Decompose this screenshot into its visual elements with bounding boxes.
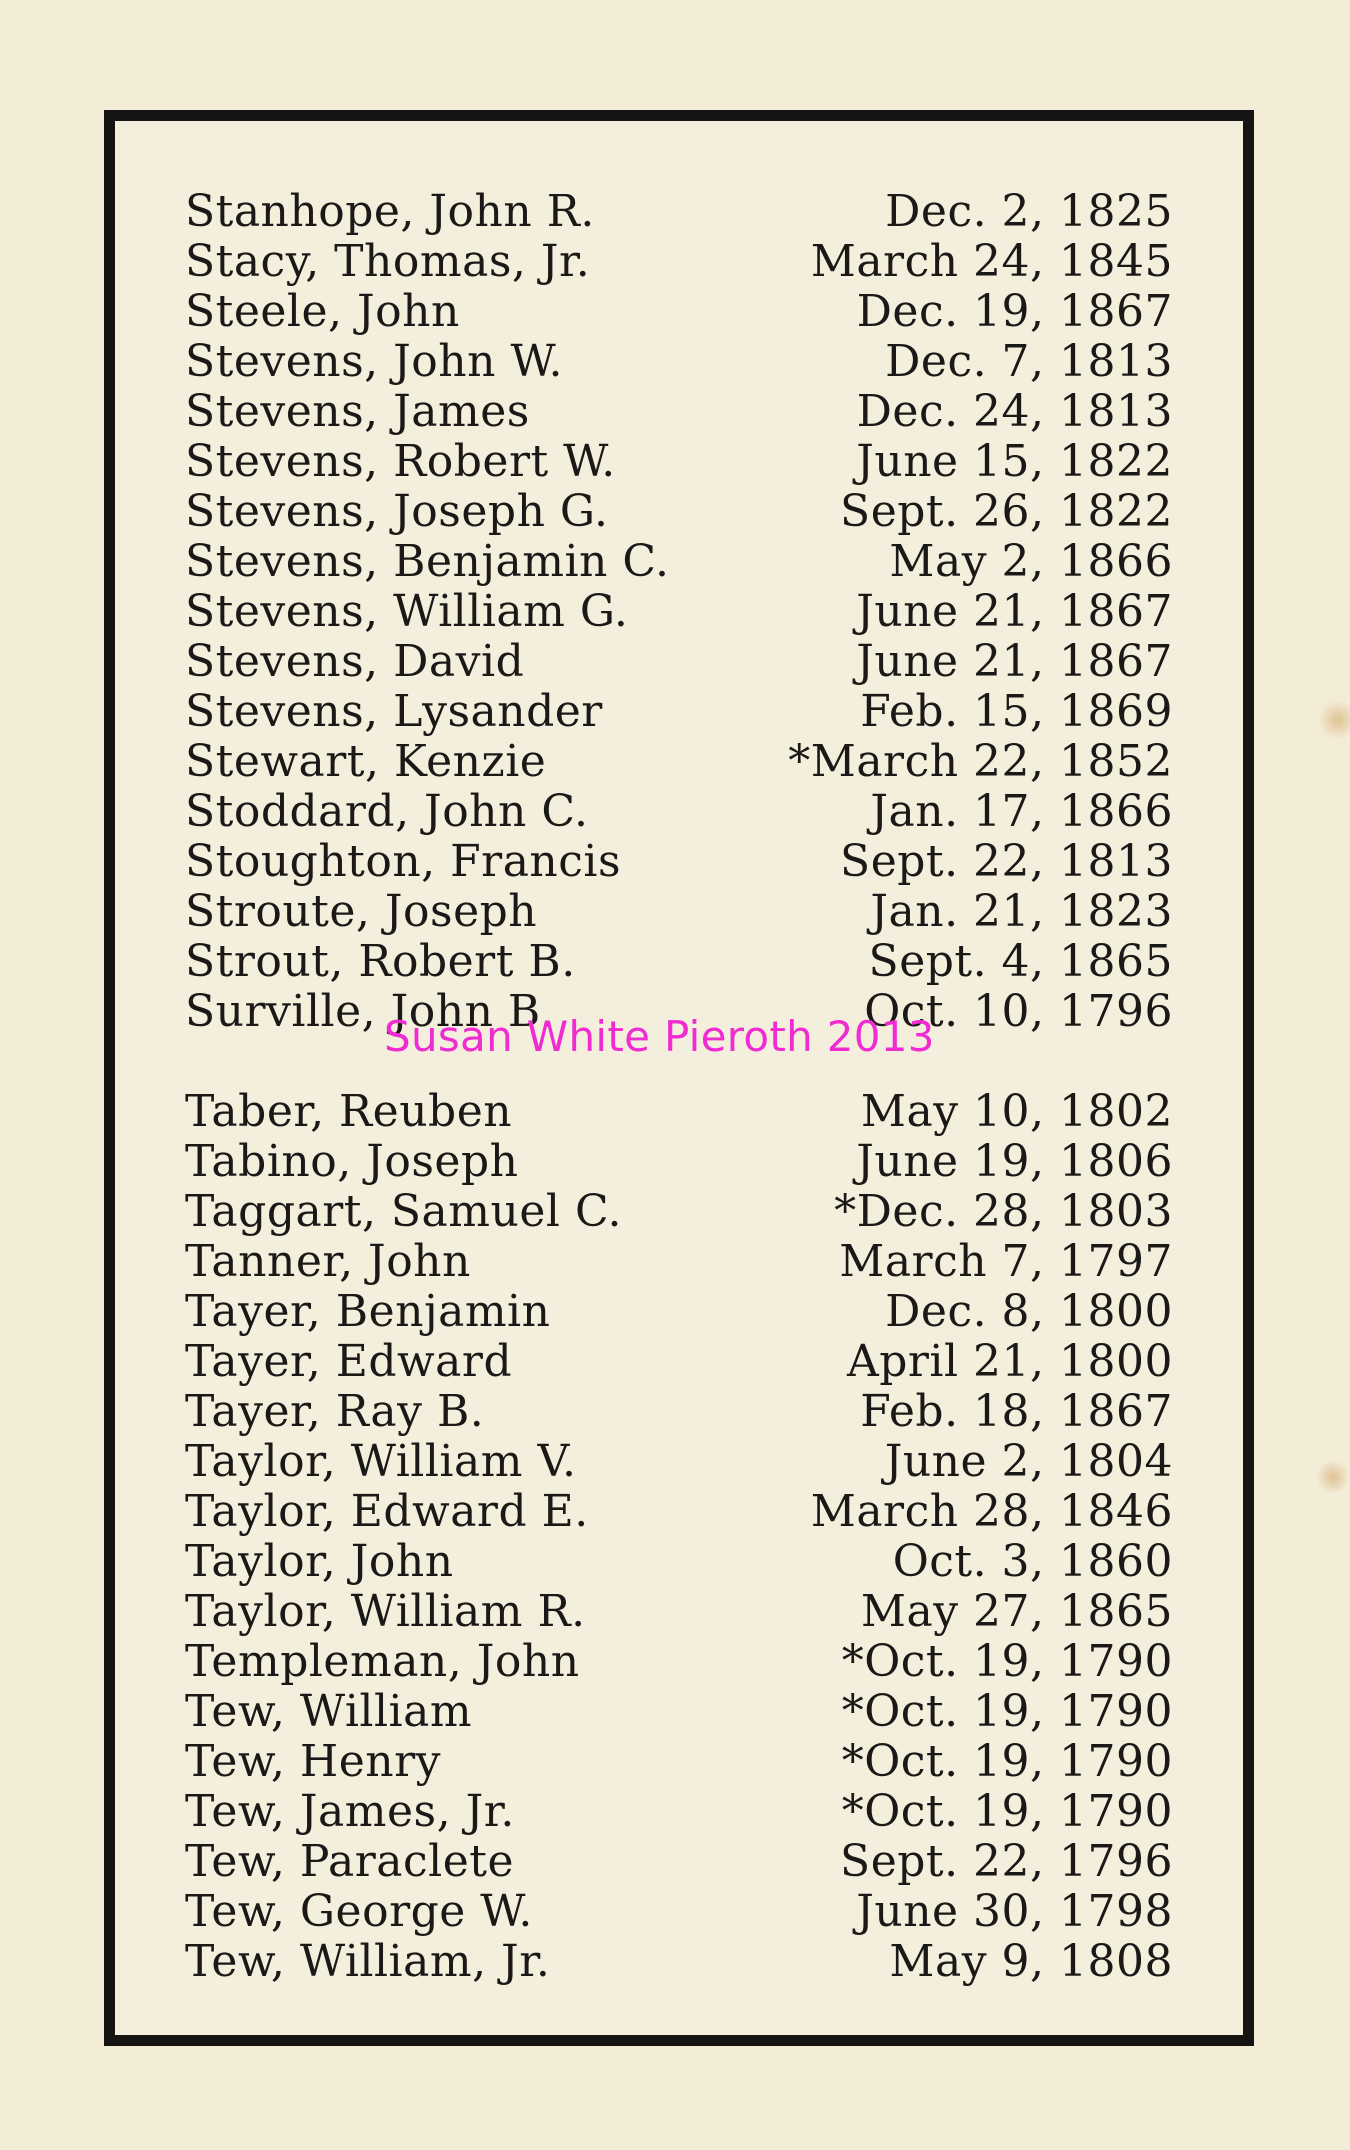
entry-date: May 10, 1802	[860, 1086, 1173, 1137]
entry-name: Stanhope, John R.	[185, 186, 595, 237]
entry-date: Jan. 17, 1866	[870, 786, 1173, 837]
entry-name: Tew, William	[185, 1686, 473, 1737]
section-t	[185, 1087, 1173, 1987]
entry-date: Sept. 26, 1822	[840, 486, 1173, 537]
list-item	[185, 1387, 1173, 1437]
list-item	[185, 1437, 1173, 1487]
list-item	[185, 537, 1173, 587]
entry-date: Sept. 4, 1865	[868, 936, 1173, 987]
entry-date: Sept. 22, 1813	[840, 836, 1173, 887]
list-item	[185, 1837, 1173, 1887]
paper-stain	[1318, 700, 1350, 740]
entry-name: Tew, Paraclete	[185, 1836, 514, 1887]
entry-date: March 28, 1846	[810, 1486, 1173, 1537]
document-border	[104, 110, 1254, 2046]
list-item	[185, 1787, 1173, 1837]
list-item	[185, 1087, 1173, 1137]
entry-date: *Oct. 19, 1790	[841, 1686, 1173, 1737]
entry-date: June 19, 1806	[856, 1136, 1173, 1187]
entry-name: Stewart, Kenzie	[185, 736, 547, 787]
list-item	[185, 237, 1173, 287]
entry-date: *Oct. 19, 1790	[841, 1636, 1173, 1687]
entry-name: Tew, Henry	[185, 1736, 442, 1787]
entry-date: Dec. 2, 1825	[885, 186, 1173, 237]
entry-name: Taylor, Edward E.	[185, 1486, 589, 1537]
entry-name: Surville, John B.	[185, 986, 556, 1037]
entry-name: Taylor, John	[185, 1536, 454, 1587]
entry-date: June 2, 1804	[884, 1436, 1173, 1487]
entry-date: March 7, 1797	[839, 1236, 1173, 1287]
list-item	[185, 1337, 1173, 1387]
entry-name: Taber, Reuben	[185, 1086, 513, 1137]
entry-date: Dec. 24, 1813	[856, 386, 1173, 437]
entry-name: Tanner, John	[185, 1236, 471, 1287]
entry-name: Stevens, Lysander	[185, 686, 603, 737]
list-item	[185, 1287, 1173, 1337]
entry-date: *Oct. 19, 1790	[841, 1736, 1173, 1787]
entry-name: Stevens, Benjamin C.	[185, 536, 670, 587]
entry-name: Steele, John	[185, 286, 460, 337]
entry-date: May 9, 1808	[889, 1936, 1173, 1987]
list-item	[185, 787, 1173, 837]
list-item	[185, 587, 1173, 637]
entry-name: Stevens, David	[185, 636, 525, 687]
entry-date: Oct. 3, 1860	[892, 1536, 1173, 1587]
watermark: Susan White Pieroth 2013	[384, 1012, 935, 1061]
section-s	[185, 187, 1173, 1037]
entry-name: Tew, William, Jr.	[185, 1936, 551, 1987]
entry-date: *Dec. 28, 1803	[834, 1186, 1173, 1237]
entry-name: Strout, Robert B.	[185, 936, 576, 987]
list-item	[185, 1237, 1173, 1287]
entry-date: Feb. 15, 1869	[860, 686, 1173, 737]
entry-name: Stevens, Robert W.	[185, 436, 616, 487]
list-item	[185, 437, 1173, 487]
entry-name: Stacy, Thomas, Jr.	[185, 236, 591, 287]
entry-name: Stevens, William G.	[185, 586, 629, 637]
entry-date: June 30, 1798	[856, 1886, 1173, 1937]
entry-date: Dec. 8, 1800	[885, 1286, 1173, 1337]
list-item	[185, 1737, 1173, 1787]
entry-name: Tew, George W.	[185, 1886, 533, 1937]
entry-name: Templeman, John	[185, 1636, 580, 1687]
entry-name: Stevens, James	[185, 386, 530, 437]
list-item	[185, 287, 1173, 337]
entry-name: Stoughton, Francis	[185, 836, 622, 887]
list-item	[185, 1937, 1173, 1987]
list-item	[185, 1137, 1173, 1187]
entry-name: Stoddard, John C.	[185, 786, 589, 837]
entry-date: April 21, 1800	[846, 1336, 1173, 1387]
list-item	[185, 187, 1173, 237]
entry-name: Stevens, Joseph G.	[185, 486, 609, 537]
list-item	[185, 387, 1173, 437]
entry-name: Tabino, Joseph	[185, 1136, 519, 1187]
entry-date: Oct. 10, 1796	[864, 986, 1173, 1037]
list-item	[185, 1187, 1173, 1237]
entry-date: May 2, 1866	[889, 536, 1173, 587]
list-item	[185, 1487, 1173, 1537]
entry-date: March 24, 1845	[810, 236, 1173, 287]
entry-date: May 27, 1865	[860, 1586, 1173, 1637]
entry-name: Taggart, Samuel C.	[185, 1186, 623, 1237]
list-item	[185, 1887, 1173, 1937]
entry-name: Tayer, Ray B.	[185, 1386, 485, 1437]
entry-date: Jan. 21, 1823	[870, 886, 1173, 937]
entry-name: Tew, James, Jr.	[185, 1786, 515, 1837]
list-item	[185, 937, 1173, 987]
entry-date: June 21, 1867	[856, 586, 1173, 637]
entry-date: Dec. 19, 1867	[856, 286, 1173, 337]
entry-date: Sept. 22, 1796	[840, 1836, 1173, 1887]
entry-name: Stroute, Joseph	[185, 886, 538, 937]
entry-name: Tayer, Benjamin	[185, 1286, 551, 1337]
list-item	[185, 1637, 1173, 1687]
list-item	[185, 837, 1173, 887]
entry-date: June 21, 1867	[856, 636, 1173, 687]
entry-date: Feb. 18, 1867	[860, 1386, 1173, 1437]
paper-stain	[1316, 1460, 1350, 1494]
entry-date: Dec. 7, 1813	[885, 336, 1173, 387]
list-item	[185, 887, 1173, 937]
entry-name: Tayer, Edward	[185, 1336, 513, 1387]
entry-name: Taylor, William V.	[185, 1436, 577, 1487]
entry-date: *March 22, 1852	[788, 736, 1173, 787]
list-item	[185, 1587, 1173, 1637]
list-item	[185, 687, 1173, 737]
list-item	[185, 737, 1173, 787]
entry-date: June 15, 1822	[856, 436, 1173, 487]
list-item	[185, 337, 1173, 387]
entry-name: Taylor, William R.	[185, 1586, 586, 1637]
entry-date: *Oct. 19, 1790	[841, 1786, 1173, 1837]
name-date-list	[185, 187, 1173, 1987]
list-item	[185, 1537, 1173, 1587]
list-item	[185, 637, 1173, 687]
list-item	[185, 1687, 1173, 1737]
entry-name: Stevens, John W.	[185, 336, 563, 387]
list-item	[185, 487, 1173, 537]
